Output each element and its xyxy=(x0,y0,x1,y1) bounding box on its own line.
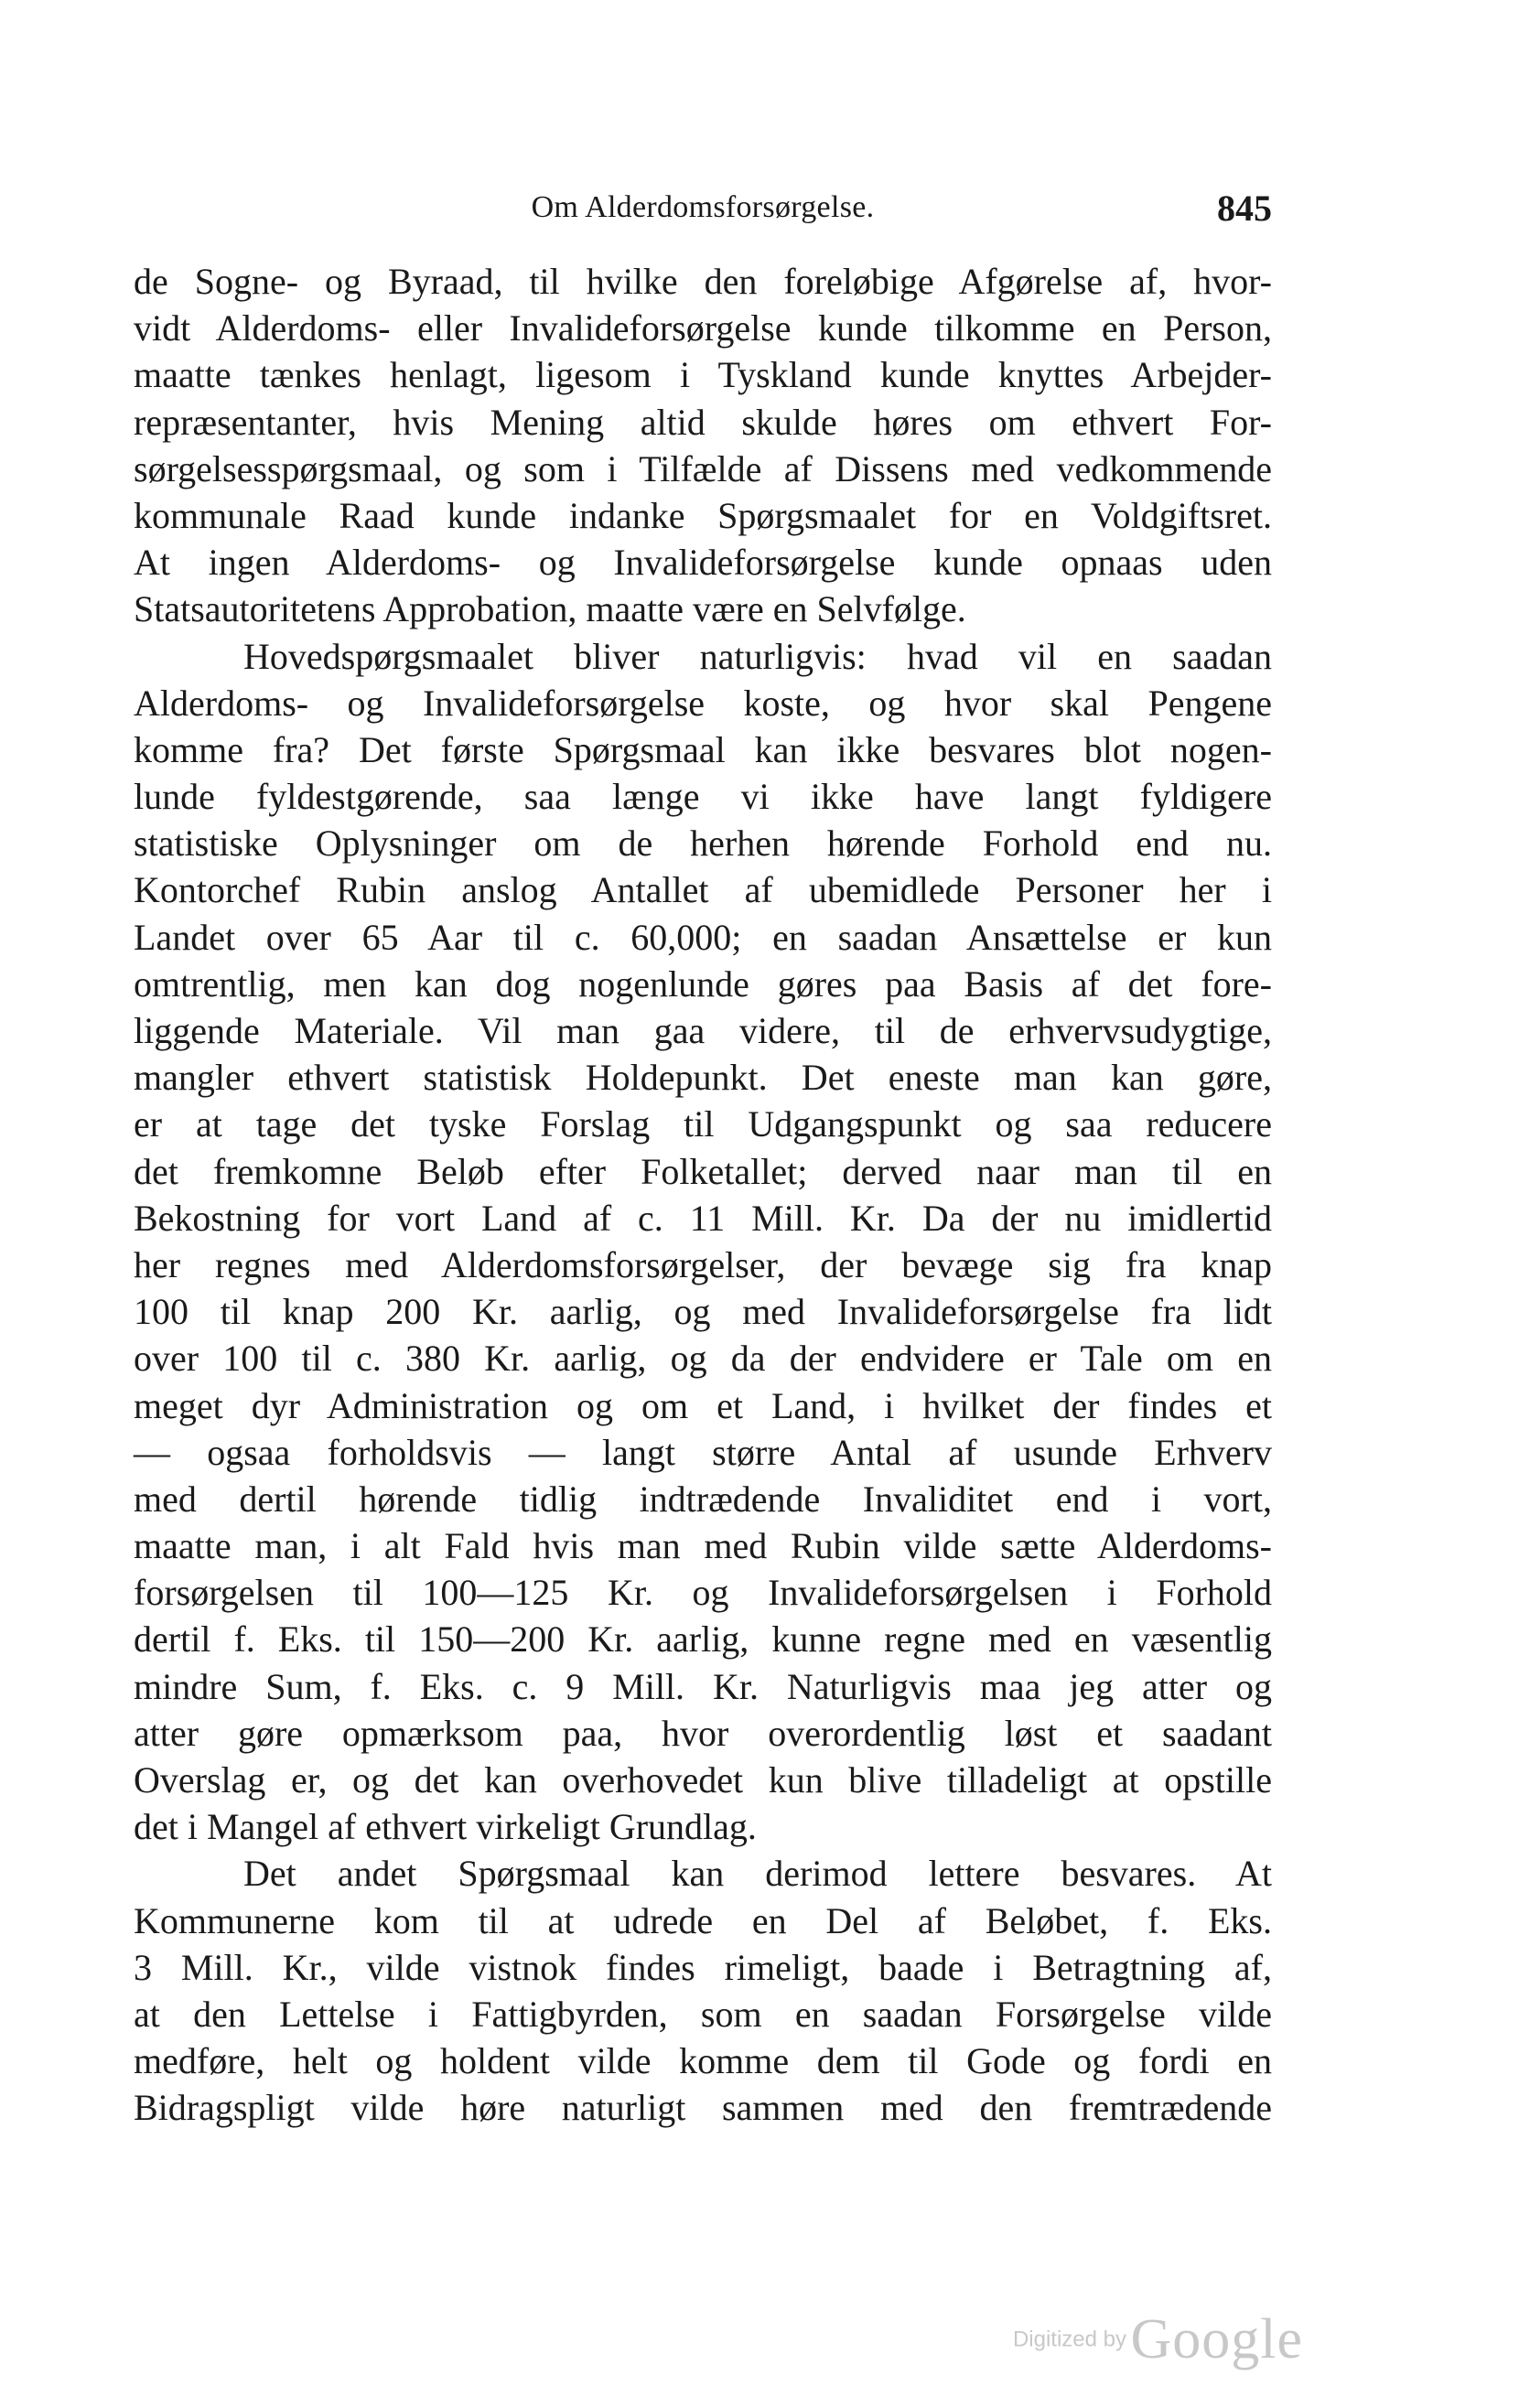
text-line: kommunale Raad kunde indanke Spørgsmaalet for en Voldgiftsret. xyxy=(134,494,1272,536)
text-line: Bidragspligt vilde høre naturligt sammen med den fremtrædende xyxy=(134,2087,1272,2129)
text-line: Overslag er, og det kan overhovedet kun blive tilladeligt at opstille xyxy=(134,1759,1272,1801)
text-line: omtrentlig, men kan dog nogenlunde gøres paa Basis af det fore- xyxy=(134,962,1272,1005)
text-line: meget dyr Administration og om et Land, i hvilket der findes et xyxy=(134,1384,1272,1426)
body-text xyxy=(134,258,1272,2132)
paragraph-2 xyxy=(134,633,1272,1851)
text-line: det fremkomne Beløb efter Folketallet; derved naar man til en xyxy=(134,1150,1272,1192)
text-line: at den Lettelse i Fattigbyrden, som en saadan Forsørgelse vilde xyxy=(134,1993,1272,2035)
text-line: Kommunerne kom til at udrede en Del af Beløbet, f. Eks. xyxy=(134,1899,1272,1941)
text-line: her regnes med Alderdomsforsørgelser, der bevæge sig fra knap xyxy=(134,1243,1272,1285)
text-line: maatte tænkes henlagt, ligesom i Tyskland kunde knyttes Arbejder- xyxy=(134,354,1272,396)
paragraph-1 xyxy=(134,258,1272,633)
google-logo: Google xyxy=(1130,2308,1303,2370)
text-line: 100 til knap 200 Kr. aarlig, og med Invalideforsørgelse fra lidt xyxy=(134,1291,1272,1333)
text-line: mindre Sum, f. Eks. c. 9 Mill. Kr. Naturligvis maa jeg atter og xyxy=(134,1665,1272,1707)
text-line: — ogsaa forholdsvis — langt større Antal af usunde Erhverv xyxy=(134,1431,1272,1473)
text-line: komme fra? Det første Spørgsmaal kan ikke besvares blot nogen- xyxy=(134,728,1272,770)
text-line: repræsentanter, hvis Mening altid skulde høres om ethvert For- xyxy=(134,401,1272,443)
text-line: Statsautoritetens Approbation, maatte være en Selvfølge. xyxy=(134,588,966,630)
text-line: maatte man, i alt Fald hvis man med Rubin vilde sætte Alderdoms- xyxy=(134,1525,1272,1567)
text-line: med dertil hørende tidlig indtrædende Invaliditet end i vort, xyxy=(134,1478,1272,1520)
text-line: er at tage det tyske Forslag til Udgangspunkt og saa reducere xyxy=(134,1103,1272,1145)
text-line: dertil f. Eks. til 150—200 Kr. aarlig, kunne regne med en væsentlig xyxy=(134,1618,1272,1661)
text-line: medføre, helt og holdent vilde komme dem til Gode og fordi en xyxy=(134,2040,1272,2082)
text-line: liggende Materiale. Vil man gaa videre, til de erhvervsudygtige, xyxy=(134,1010,1272,1051)
text-line: statistiske Oplysninger om de herhen hørende Forhold end nu. xyxy=(134,822,1272,865)
text-line: over 100 til c. 380 Kr. aarlig, og da der endvidere er Tale om en xyxy=(134,1338,1272,1380)
text-line: sørgelsesspørgsmaal, og som i Tilfælde af Dissens med vedkommende xyxy=(134,447,1272,489)
text-line: Bekostning for vort Land af c. 11 Mill. Kr. Da der nu imidlertid xyxy=(134,1197,1272,1239)
text-line: Hovedspørgsmaalet bliver naturligvis: hvad vil en saadan xyxy=(243,635,1272,677)
text-line: atter gøre opmærksom paa, hvor overordentlig løst et saadant xyxy=(134,1712,1272,1754)
text-line: lunde fyldestgørende, saa længe vi ikke have langt fyldigere xyxy=(134,776,1272,818)
text-line: de Sogne- og Byraad, til hvilke den foreløbige Afgørelse af, hvor- xyxy=(134,261,1272,302)
text-line: forsørgelsen til 100—125 Kr. og Invalideforsørgelsen i Forhold xyxy=(134,1572,1272,1614)
running-head xyxy=(134,183,1272,238)
text-line: Det andet Spørgsmaal kan derimod lettere besvares. At xyxy=(243,1853,1272,1895)
text-line: 3 Mill. Kr., vilde vistnok findes rimeligt, baade i Betragtning af, xyxy=(134,1946,1272,1988)
text-line: At ingen Alderdoms- og Invalideforsørgelse kunde opnaas uden xyxy=(134,542,1272,584)
watermark-prefix: Digitized by xyxy=(1012,2327,1127,2352)
page-number: 845 xyxy=(1217,188,1272,229)
text-line: det i Mangel af ethvert virkeligt Grundlag. xyxy=(134,1806,757,1848)
text-line: Kontorchef Rubin anslog Antallet af ubemidlede Personer her i xyxy=(134,869,1272,911)
text-line: Landet over 65 Aar til c. 60,000; en saadan Ansættelse er kun xyxy=(134,916,1272,958)
text-line: vidt Alderdoms- eller Invalideforsørgelse kunde tilkomme en Person, xyxy=(134,307,1272,349)
paragraph-3 xyxy=(134,1850,1272,2131)
text-line: mangler ethvert statistisk Holdepunkt. Det eneste man kan gøre, xyxy=(134,1057,1272,1099)
book-page xyxy=(134,183,1272,2132)
running-title: Om Alderdomsforsørgelse. xyxy=(531,190,875,224)
text-line: Alderdoms- og Invalideforsørgelse koste, og hvor skal Pengene xyxy=(134,682,1272,724)
digitized-watermark xyxy=(1013,2307,1303,2372)
